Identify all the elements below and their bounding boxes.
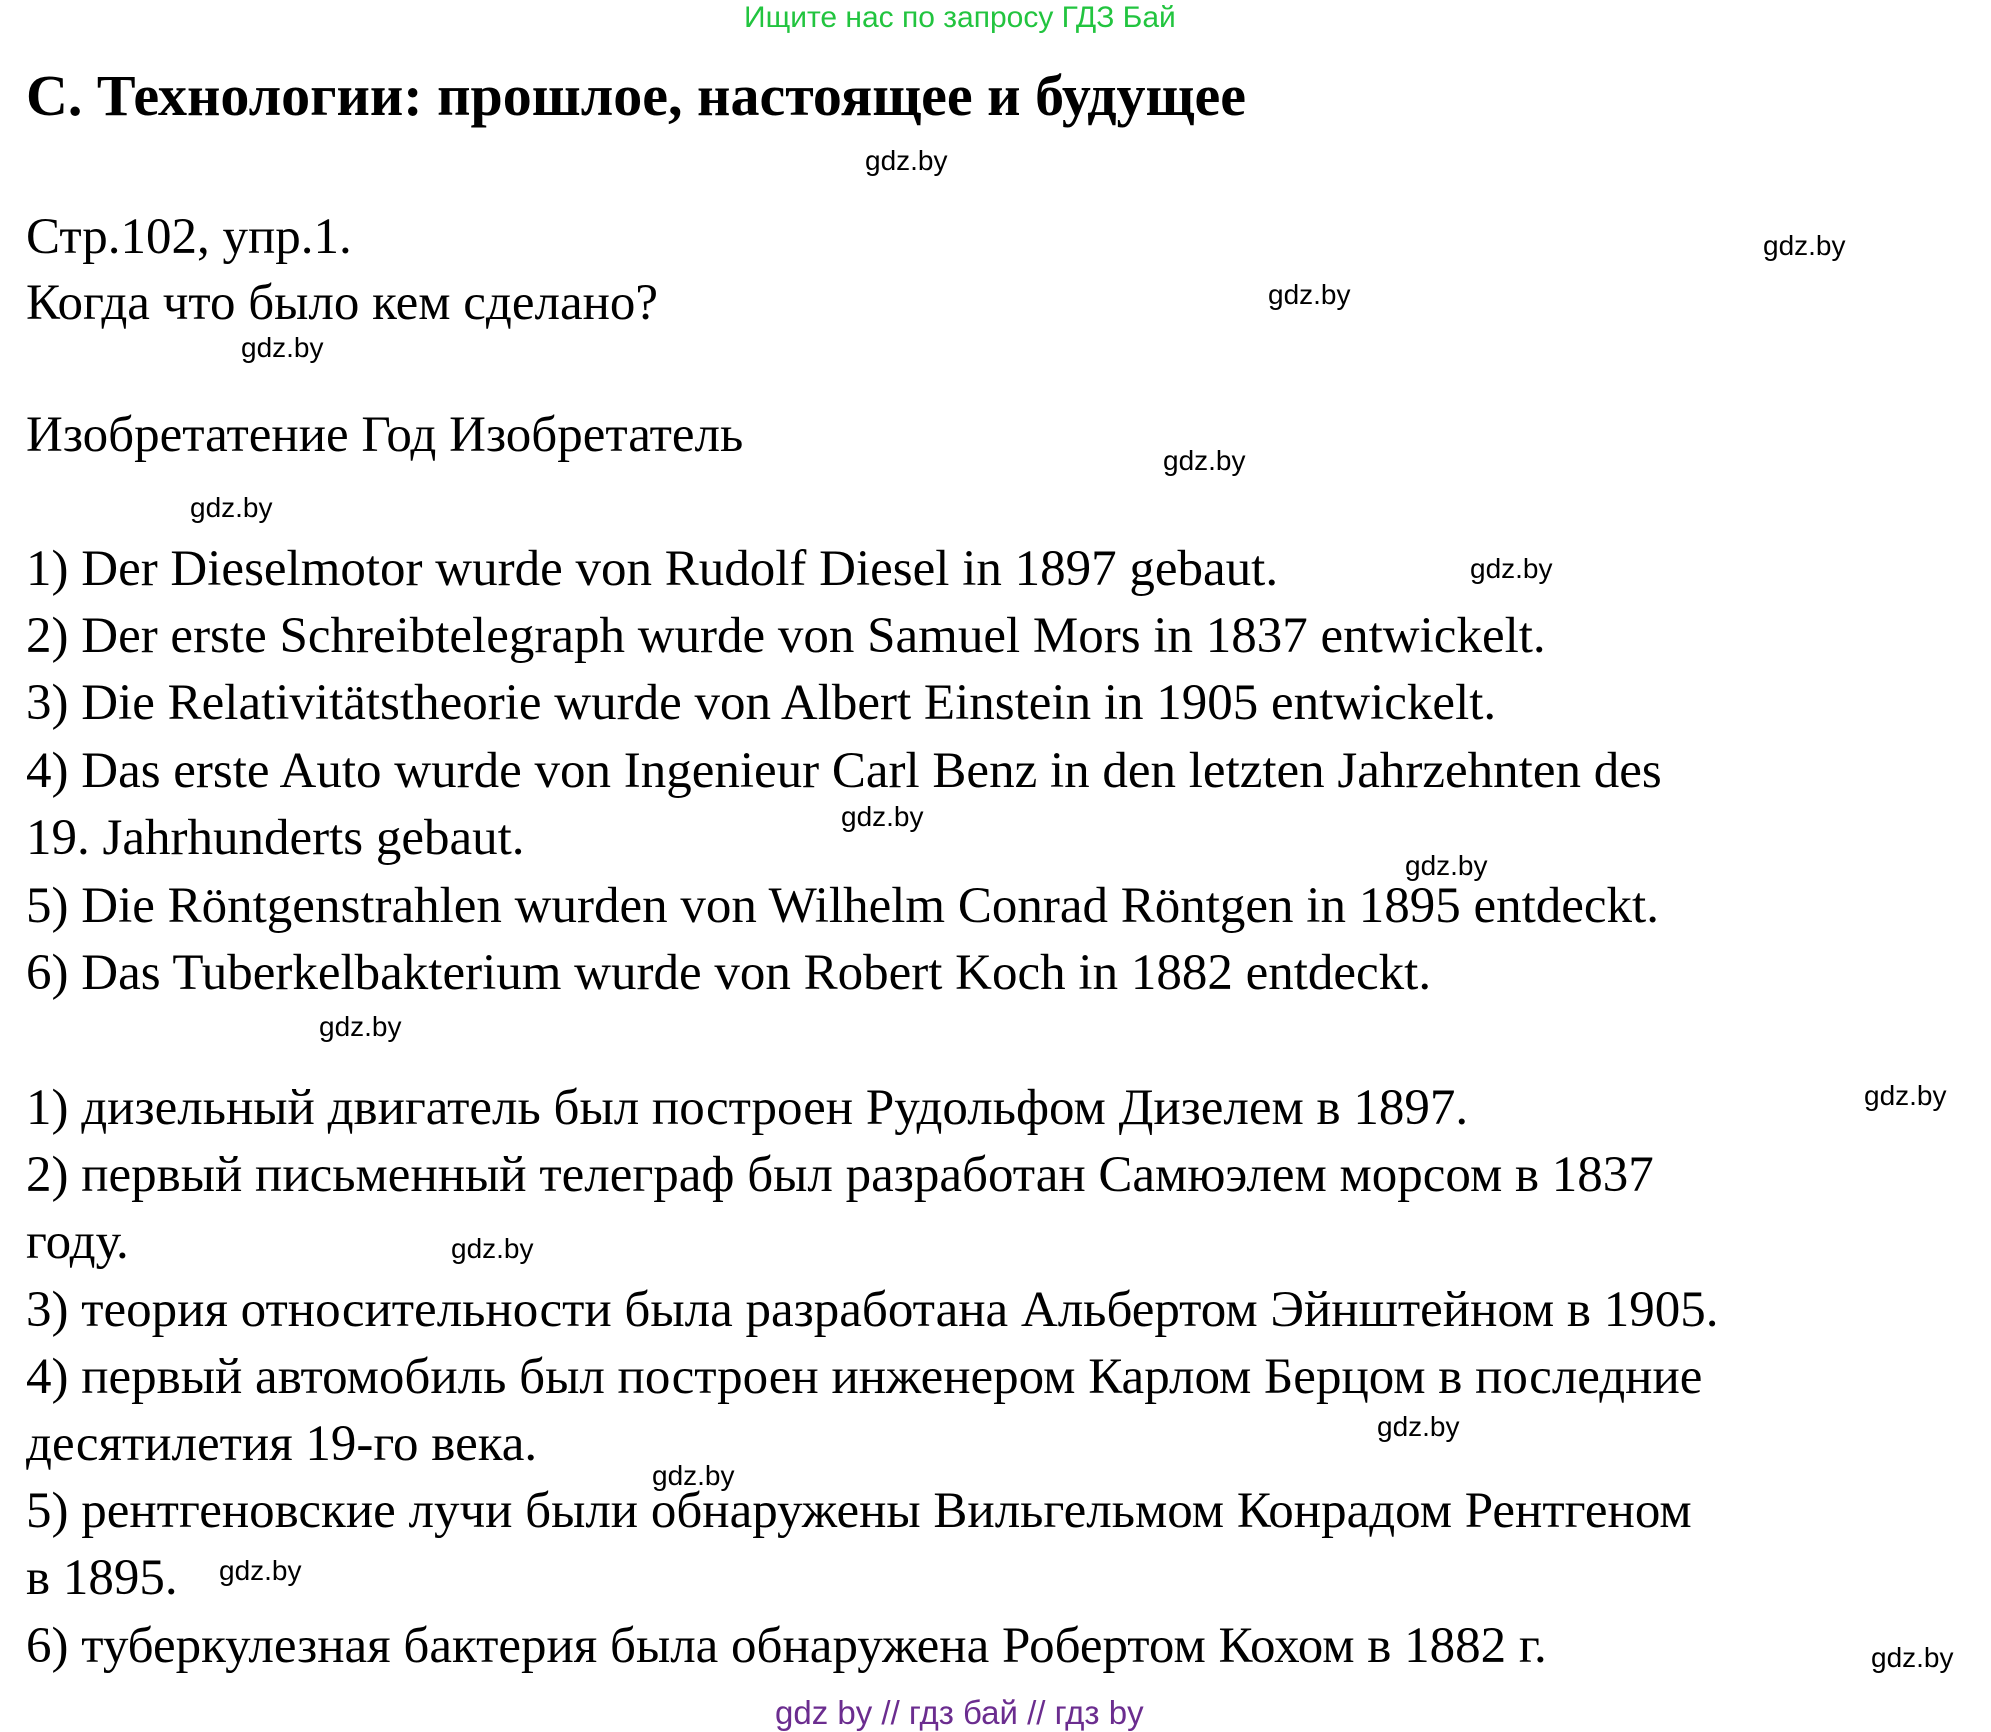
russian-line: в 1895. <box>26 1550 178 1606</box>
watermark: gdz.by <box>1268 279 1351 310</box>
german-line: 4) Das erste Auto wurde von Ingenieur Carl Benz in den letzten Jahrzehnten des <box>26 743 1662 799</box>
watermark: gdz.by <box>652 1460 735 1491</box>
russian-line: десятилетия 19-го века. <box>26 1416 538 1472</box>
footer-links: gdz by // гдз бай // гдз by <box>775 1694 1144 1731</box>
german-line: 3) Die Relativitätstheorie wurde von Albert Einstein in 1905 entwickelt. <box>26 675 1497 731</box>
russian-line: 1) дизельный двигатель был построен Рудольфом Дизелем в 1897. <box>26 1080 1469 1136</box>
watermark: gdz.by <box>190 492 273 523</box>
watermark: gdz.by <box>1405 850 1488 881</box>
russian-line: 6) туберкулезная бактерия была обнаружена Робертом Кохом в 1882 г. <box>26 1618 1547 1674</box>
german-line: 2) Der erste Schreibtelegraph wurde von Samuel Mors in 1837 entwickelt. <box>26 608 1546 664</box>
russian-line: году. <box>26 1214 129 1270</box>
table-header: Изобретатение Год Изобретатель <box>26 407 744 463</box>
watermark: gdz.by <box>451 1233 534 1264</box>
watermark: gdz.by <box>219 1555 302 1586</box>
watermark: gdz.by <box>1864 1080 1947 1111</box>
watermark: gdz.by <box>865 145 948 176</box>
german-line: 1) Der Dieselmotor wurde von Rudolf Diesel in 1897 gebaut. <box>26 541 1279 597</box>
top-banner: Ищите нас по запросу ГДЗ Бай <box>744 1 1176 34</box>
watermark: gdz.by <box>241 332 324 363</box>
russian-line: 3) теория относительности была разработана Альбертом Эйнштейном в 1905. <box>26 1282 1719 1338</box>
watermark: gdz.by <box>1377 1411 1460 1442</box>
german-line: 5) Die Röntgenstrahlen wurden von Wilhelm Conrad Röntgen in 1895 entdeckt. <box>26 878 1659 934</box>
watermark: gdz.by <box>1763 230 1846 261</box>
russian-line: 4) первый автомобиль был построен инженером Карлом Берцом в последние <box>26 1349 1703 1405</box>
watermark: gdz.by <box>319 1011 402 1042</box>
question: Когда что было кем сделано? <box>26 275 659 331</box>
page-title: C. Технологии: прошлое, настоящее и будущее <box>26 63 1247 128</box>
german-line: 6) Das Tuberkelbakterium wurde von Robert Koch in 1882 entdeckt. <box>26 945 1432 1001</box>
exercise-reference: Стр.102, упр.1. <box>26 209 352 265</box>
watermark: gdz.by <box>1871 1642 1954 1673</box>
german-line: 19. Jahrhunderts gebaut. <box>26 810 525 866</box>
russian-line: 2) первый письменный телеграф был разработан Самюэлем морсом в 1837 <box>26 1147 1654 1203</box>
watermark: gdz.by <box>1163 445 1246 476</box>
russian-line: 5) рентгеновские лучи были обнаружены Вильгельмом Конрадом Рентгеном <box>26 1483 1692 1539</box>
watermark: gdz.by <box>841 801 924 832</box>
watermark: gdz.by <box>1470 553 1553 584</box>
